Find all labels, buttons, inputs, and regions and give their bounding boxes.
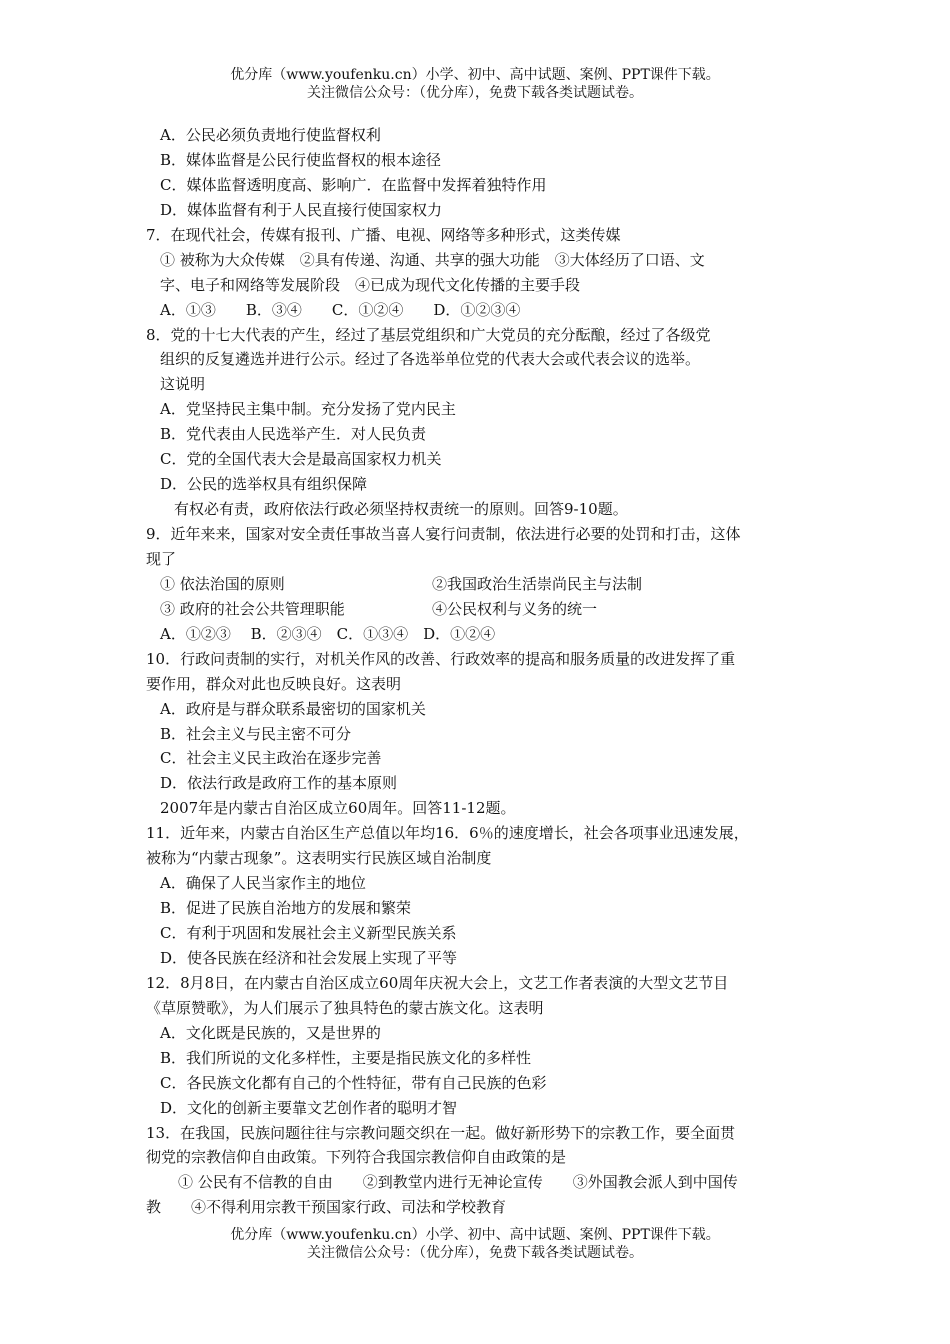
q8-option-c: C．党的全国代表大会是最高国家权力机关 (160, 450, 442, 469)
q9-item-4: ④公民权利与义务的统一 (432, 599, 598, 618)
header-line-1: 优分库（www.youfenku.cn）小学、初中、高中试题、案例、PPT课件下载。 (230, 67, 720, 83)
q7-items-line-1: ① 被称为大众传媒 ②具有传递、沟通、共享的强大功能 ③大体经历了口语、文 (160, 250, 705, 269)
q10-option-a: A．政府是与群众联系最密切的国家机关 (160, 699, 426, 718)
q7-stem: 7．在现代社会，传媒有报刊、广播、电视、网络等多种形式，这类传媒 (146, 225, 621, 244)
q6-option-c: C．媒体监督透明度高、影响广．在监督中发挥着独特作用 (160, 175, 547, 194)
q9-item-1: ① 依法治国的原则 (160, 574, 285, 593)
footer-line-2: 关注微信公众号：（优分库），免费下载各类试题试卷。 (307, 1245, 643, 1261)
q8-option-b: B．党代表由人民选举产生．对人民负责 (160, 425, 427, 444)
q12-option-a: A．文化既是民族的，又是世界的 (160, 1023, 381, 1042)
q6-option-b: B．媒体监督是公民行使监督权的根本途径 (160, 150, 442, 169)
q7-items-line-2: 字、电子和网络等发展阶段 ④已成为现代文化传播的主要手段 (160, 275, 581, 294)
q11-stem-line-2: 被称为“内蒙古现象”。这表明实行民族区域自治制度 (146, 849, 492, 868)
q10-option-b: B．社会主义与民主密不可分 (160, 724, 352, 743)
q12-stem-line-1: 12．8月8日，在内蒙古自治区成立60周年庆祝大会上，文艺工作者表演的大型文艺节目 (146, 973, 729, 992)
q12-stem-line-2: 《草原赞歌》，为人们展示了独具特色的蒙古族文化。这表明 (146, 998, 544, 1017)
q12-option-c: C．各民族文化都有自己的个性特征，带有自己民族的色彩 (160, 1073, 547, 1092)
q13-stem-line-2: 彻党的宗教信仰自由政策。下列符合我国宗教信仰自由政策的是 (146, 1148, 567, 1167)
q9-item-3: ③ 政府的社会公共管理职能 (160, 599, 345, 618)
page-header (0, 66, 950, 102)
q6-option-d: D．媒体监督有利于人民直接行使国家权力 (160, 200, 443, 219)
intro-11-12: 2007年是内蒙古自治区成立60周年。回答11-12题。 (160, 799, 516, 818)
q10-stem-line-1: 10．行政问责制的实行，对机关作风的改善、行政效率的提高和服务质量的改进发挥了重 (146, 649, 736, 668)
footer-line-1: 优分库（www.youfenku.cn）小学、初中、高中试题、案例、PPT课件下载。 (230, 1227, 720, 1243)
q8-option-d: D．公民的选举权具有组织保障 (160, 475, 368, 494)
question-content (146, 123, 826, 1220)
header-line-2: 关注微信公众号：（优分库），免费下载各类试题试卷。 (307, 85, 643, 101)
intro-9-10: 有权必有责，政府依法行政必须坚持权责统一的原则。回答9-10题。 (174, 500, 628, 519)
q7-options: A．①③ B．③④ C．①②④ D．①②③④ (160, 300, 521, 319)
q11-stem-line-1: 11．近年来，内蒙古自治区生产总值以年均16．6％的速度增长，社会各项事业迅速发展， (146, 824, 749, 843)
q10-option-c: C．社会主义民主政治在逐步完善 (160, 749, 382, 768)
q11-option-d: D．使各民族在经济和社会发展上实现了平等 (160, 948, 458, 967)
q13-items-line-1: ① 公民有不信教的自由 ②到教堂内进行无神论宣传 ③外国教会派人到中国传 (178, 1173, 738, 1192)
q13-stem-line-1: 13．在我国，民族问题往往与宗教问题交织在一起。做好新形势下的宗教工作，要全面贯 (146, 1123, 736, 1142)
q10-stem-line-2: 要作用，群众对此也反映良好。这表明 (146, 674, 402, 693)
q11-option-a: A．确保了人民当家作主的地位 (160, 874, 366, 893)
q8-option-a: A．党坚持民主集中制。充分发扬了党内民主 (160, 400, 456, 419)
q11-option-c: C．有利于巩固和发展社会主义新型民族关系 (160, 924, 457, 942)
q9-items-row-2 (146, 597, 826, 622)
q8-stem-line-2: 组织的反复遴选并进行公示。经过了各选举单位党的代表大会或代表会议的选举。 (160, 350, 701, 369)
q10-option-d: D．依法行政是政府工作的基本原则 (160, 774, 398, 793)
q9-stem-line-1: 9．近年来来，国家对安全责任事故当喜人宴行问责制，依法进行必要的处罚和打击，这体 (146, 525, 741, 543)
page-footer (0, 1226, 950, 1262)
q9-options: A．①②③ B．②③④ C．①③④ D．①②④ (160, 624, 496, 643)
q12-option-b: B．我们所说的文化多样性，主要是指民族文化的多样性 (160, 1048, 532, 1067)
q9-items-row-1 (146, 572, 826, 597)
q9-item-2: ②我国政治生活崇尚民主与法制 (432, 574, 643, 593)
q13-items-line-2: 教 ④不得利用宗教干预国家行政、司法和学校教育 (146, 1198, 507, 1217)
q6-option-a: A．公民必须负责地行使监督权利 (160, 126, 381, 144)
q12-option-d: D．文化的创新主要靠文艺创作者的聪明才智 (160, 1098, 458, 1117)
q11-option-b: B．促进了民族自治地方的发展和繁荣 (160, 899, 412, 918)
q8-stem-line-1: 8．党的十七大代表的产生，经过了基层党组织和广大党员的充分酝酿，经过了各级党 (146, 325, 711, 344)
q9-stem-line-2: 现了 (146, 549, 177, 568)
q8-stem-line-3: 这说明 (160, 375, 206, 394)
